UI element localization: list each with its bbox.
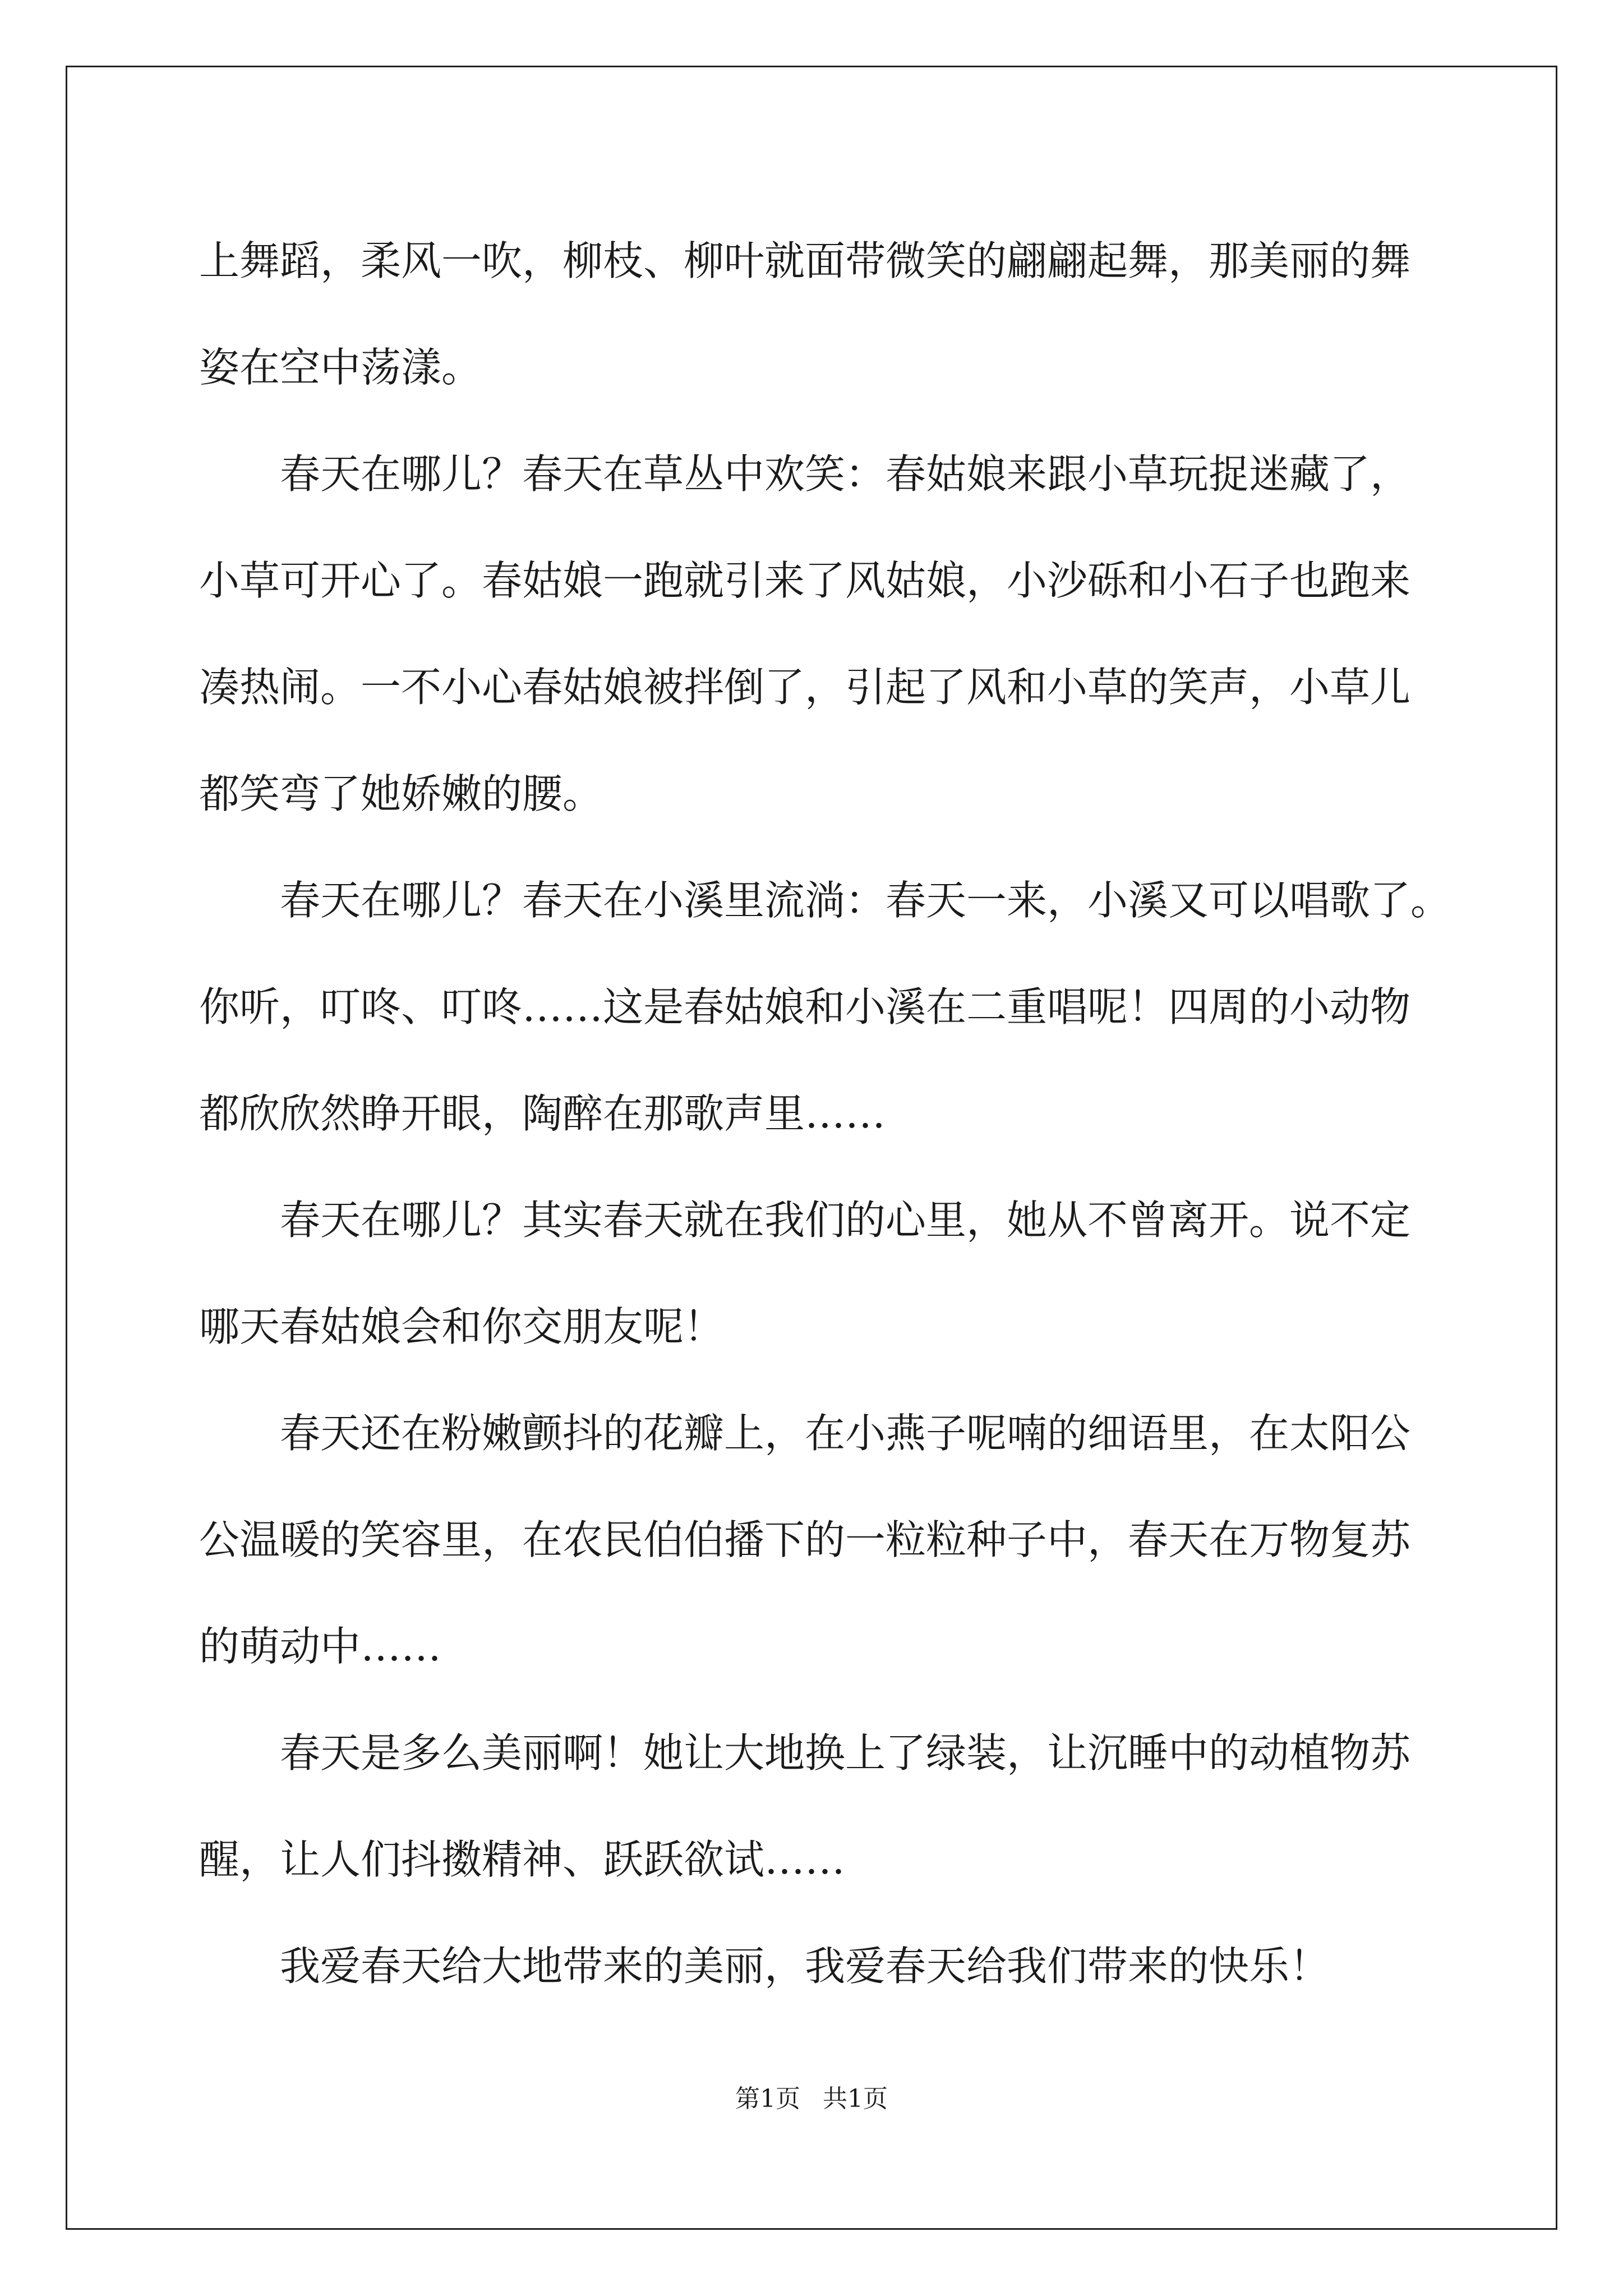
text-line: 春天还在粉嫩颤抖的花瓣上，在小燕子呢喃的细语里，在太阳公: [280, 1410, 1411, 1457]
document-body: [199, 208, 1451, 2019]
text-line: 醒，让人们抖擞精神、跃跃欲试……: [199, 1836, 846, 1883]
text-line: 公温暖的笑容里，在农民伯伯播下的一粒粒种子中，春天在万物复苏: [199, 1516, 1411, 1563]
text-line: 凑热闹。一不小心春姑娘被拌倒了，引起了风和小草的笑声，小草儿: [199, 664, 1411, 711]
paragraph-7: [199, 1913, 1433, 2019]
text-line: 哪天春姑娘会和你交朋友呢！: [199, 1303, 725, 1350]
text-line: 你听，叮咚、叮咚……这是春姑娘和小溪在二重唱呢！四周的小动物: [199, 983, 1411, 1030]
text-line: 都欣欣然睁开眼，陶醉在那歌声里……: [199, 1090, 886, 1137]
text-line: 我爱春天给大地带来的美丽，我爱春天给我们带来的快乐！: [280, 1943, 1330, 1990]
paragraph-1: [199, 208, 1433, 421]
text-line: 春天是多么美丽啊！她让大地换上了绿装，让沉睡中的动植物苏: [280, 1729, 1411, 1777]
paragraph-2: [199, 421, 1433, 847]
text-line: 都笑弯了她娇嫩的腰。: [199, 770, 603, 817]
page-total: 共1页: [823, 2085, 888, 2113]
text-line: 上舞蹈，柔风一吹，柳枝、柳叶就面带微笑的翩翩起舞，那美丽的舞: [199, 237, 1411, 284]
text-line: 春天在哪儿？春天在草丛中欢笑：春姑娘来跟小草玩捉迷藏了，: [280, 450, 1411, 498]
text-line: 的萌动中……: [199, 1623, 442, 1670]
text-line: 小草可开心了。春姑娘一跑就引来了风姑娘，小沙砾和小石子也跑来: [199, 557, 1411, 604]
text-line: 春天在哪儿？其实春天就在我们的心里，她从不曾离开。说不定: [280, 1197, 1411, 1244]
page-number: 第1页: [735, 2085, 800, 2113]
paragraph-3: [199, 847, 1451, 1167]
page-footer: [0, 2078, 1623, 2114]
paragraph-6: [199, 1700, 1433, 1913]
paragraph-5: [199, 1380, 1433, 1700]
text-line: 春天在哪儿？春天在小溪里流淌：春天一来，小溪又可以唱歌了。: [280, 877, 1451, 924]
text-line: 姿在空中荡漾。: [199, 344, 482, 391]
paragraph-4: [199, 1167, 1433, 1380]
